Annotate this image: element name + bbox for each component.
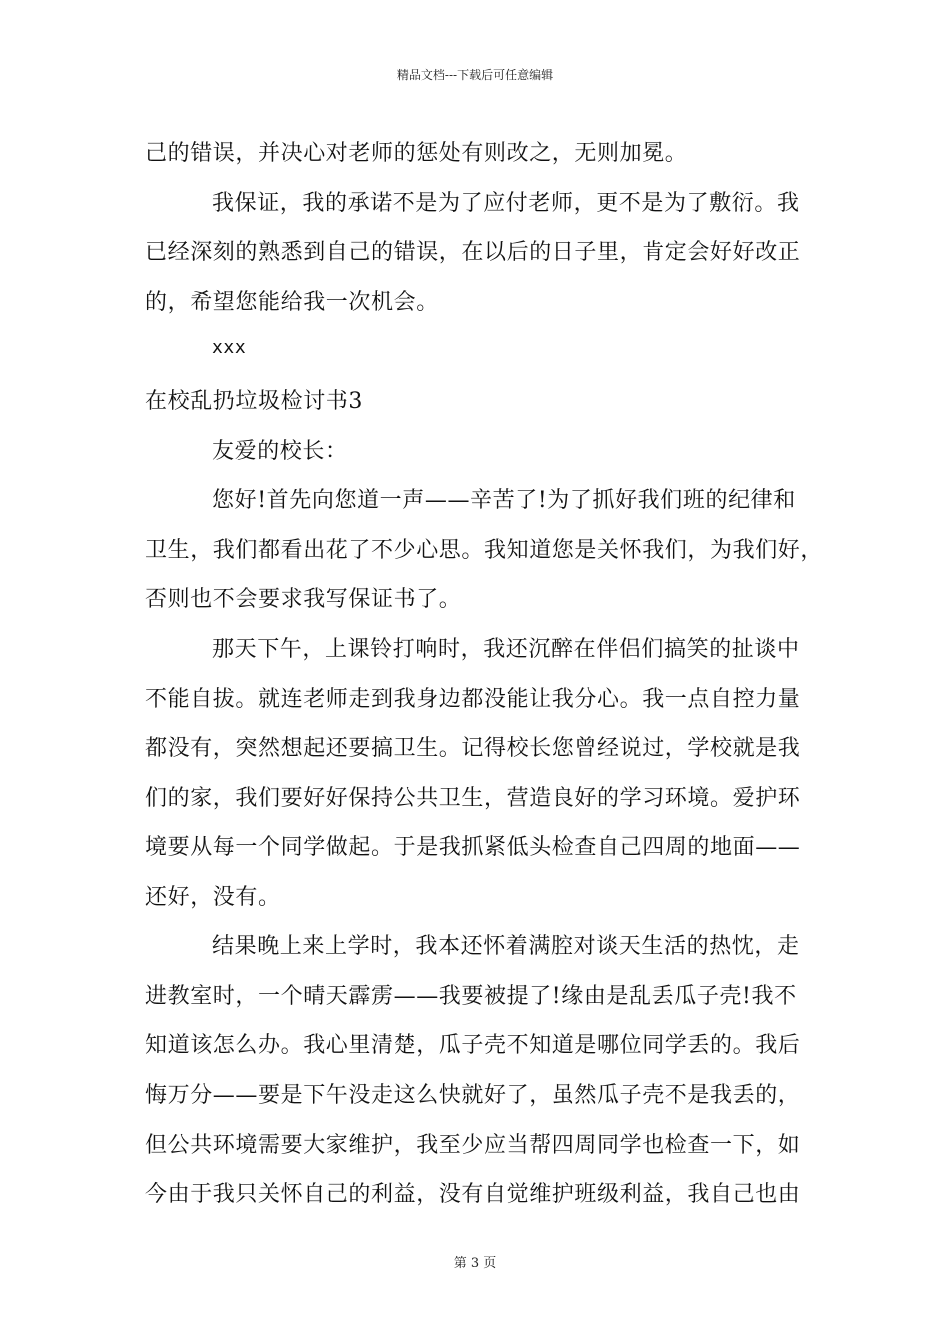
body-line: 已经深刻的熟悉到自己的错误，在以后的日子里，肯定会好好改正 [145, 240, 801, 265]
body-line: 都没有，突然想起还要搞卫生。记得校长您曾经说过，学校就是我 [145, 736, 801, 761]
body-line: 的，希望您能给我一次机会。 [145, 290, 439, 315]
signature: xxx [212, 337, 247, 358]
body-line: 结果晚上来上学时，我本还怀着满腔对谈天生活的热忱，走 [212, 934, 800, 959]
body-line: 否则也不会要求我写保证书了。 [145, 587, 462, 612]
body-line: 但公共环境需要大家维护，我至少应当帮四周同学也检查一下，如 [145, 1133, 801, 1158]
body-line: 卫生，我们都看出花了不少心思。我知道您是关怀我们，为我们好， [145, 538, 824, 563]
body-line: 那天下午，上课铃打响时，我还沉醉在伴侣们搞笑的扯谈中 [212, 637, 800, 662]
body-line: 们的家，我们要好好保持公共卫生，营造良好的学习环境。爱护环 [145, 786, 801, 811]
body-line: 您好!首先向您道一声——辛苦了!为了抓好我们班的纪律和 [212, 488, 796, 513]
section-title: 在校乱扔垃圾检讨书3 [145, 389, 363, 414]
page-number: 第 3 页 [453, 1256, 497, 1271]
body-line: 还好，没有。 [145, 885, 281, 910]
body-line: 我保证，我的承诺不是为了应付老师，更不是为了敷衍。我 [212, 191, 800, 216]
body-line: 不能自拔。就连老师走到我身边都没能让我分心。我一点自控力量 [145, 687, 801, 712]
body-line: 己的错误，并决心对老师的惩处有则改之，无则加冕。 [145, 141, 688, 166]
body-line: 今由于我只关怀自己的利益，没有自觉维护班级利益，我自己也由 [145, 1182, 801, 1207]
body-line: 知道该怎么办。我心里清楚，瓜子壳不知道是哪位同学丢的。我后 [145, 1033, 801, 1058]
body-line: 境要从每一个同学做起。于是我抓紧低头检查自己四周的地面—— [145, 835, 801, 860]
page-header: 精品文档---下载后可任意编辑 [396, 68, 554, 82]
salutation: 友爱的校长： [212, 439, 348, 464]
body-line: 悔万分——要是下午没走这么快就好了，虽然瓜子壳不是我丢的， [145, 1083, 801, 1108]
body-line: 进教室时，一个晴天霹雳——我要被提了!缘由是乱丢瓜子壳!我不 [145, 984, 797, 1009]
